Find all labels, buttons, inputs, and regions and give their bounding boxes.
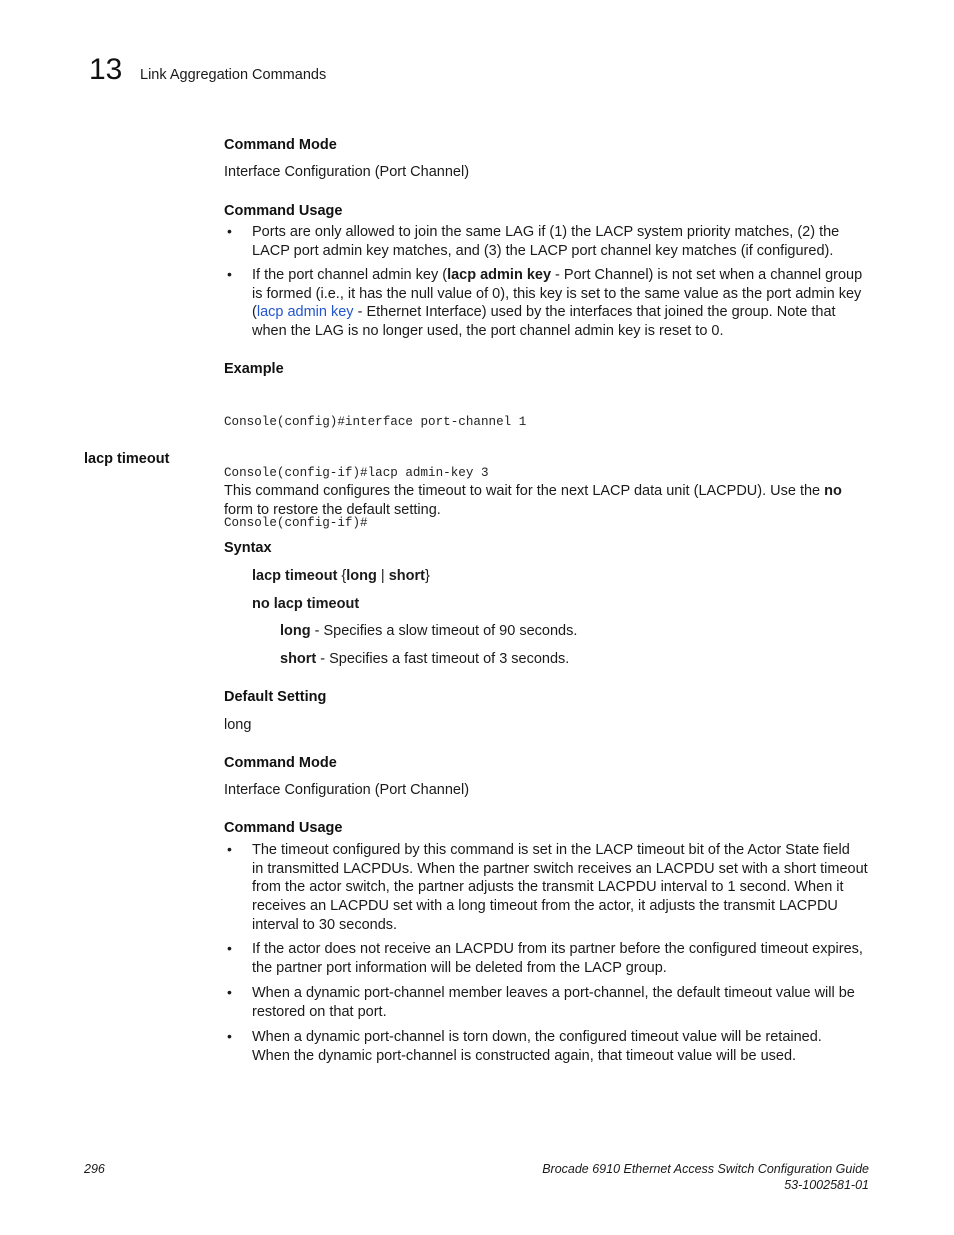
timeout-usage-bullet-2: If the actor does not receive an LACPDU from its partner before the configured timeout expires, the partner port information will be deleted from the LACP group.	[252, 941, 863, 976]
timeout-usage-bullet-1: The timeout configured by this command is set in the LACP timeout bit of the Actor State field in transmitted LACPDUs. When the partner switch receives an LACPDU set with a short timeout from the actor switch, the partner adjusts the transmit LACPDU interval to 1 second. When it receives an LACPDU set with a long timeout from the actor, it adjusts the transmit LACPDU interval to 30 seconds.	[252, 842, 868, 933]
command-usage-heading: Command Usage	[224, 203, 343, 219]
page-number: 296	[84, 1162, 105, 1176]
code-line: Console(config-if)#lacp admin-key 3	[224, 465, 489, 480]
footer-doc-number: 53-1002581-01	[784, 1178, 869, 1192]
command-mode-heading: Command Mode	[224, 755, 337, 771]
usage-bullet-1: Ports are only allowed to join the same LAG if (1) the LACP system priority matches, (2) the LACP port admin key matches, and (3) the LACP port channel key matches (if configured).	[252, 224, 840, 259]
bullet-dot: •	[227, 940, 232, 956]
bullet-dot: •	[227, 841, 232, 857]
code-line: Console(config-if)#	[224, 515, 368, 530]
section-description: This command configures the timeout to wait for the next LACP data unit (LACPDU). Use the no form to restore the default setting.	[224, 483, 842, 518]
timeout-usage-bullet-3: When a dynamic port-channel member leaves a port-channel, the default timeout value will be restored on that port.	[252, 985, 855, 1020]
command-mode-value: Interface Configuration (Port Channel)	[224, 782, 470, 798]
chapter-number: 13	[89, 53, 123, 86]
command-ref: lacp admin key	[447, 267, 552, 283]
command-mode-heading: Command Mode	[224, 137, 337, 153]
timeout-usage-bullet-4: When a dynamic port-channel is torn down, the configured timeout value will be retained. When the dynamic port-channel is constructed again, that timeout value will be used.	[252, 1029, 822, 1064]
no-syntax-command: no lacp timeout	[252, 596, 360, 612]
param-short: short - Specifies a fast timeout of 3 seconds.	[280, 651, 570, 667]
syntax-command: lacp timeout {long | short}	[252, 568, 430, 584]
param-long: long - Specifies a slow timeout of 90 seconds.	[280, 623, 578, 639]
usage-bullet-2: If the port channel admin key (lacp admin key - Port Channel) is not set when a channel group is formed (i.e., it has the null value of 0), this key is set to the same value as the port admin key (lacp admin key - Ethernet Interface) used by the interfaces that joined the group. Note that when the LAG is no longer used, the port channel admin key is reset to 0.	[252, 267, 863, 340]
default-setting-heading: Default Setting	[224, 689, 327, 705]
bullet-dot: •	[227, 984, 232, 1000]
example-heading: Example	[224, 361, 284, 377]
command-mode-value: Interface Configuration (Port Channel)	[224, 164, 470, 180]
bullet-dot: •	[227, 1028, 232, 1044]
chapter-title: Link Aggregation Commands	[140, 67, 327, 83]
bullet-dot: •	[227, 223, 232, 239]
section-title: lacp timeout	[84, 451, 170, 467]
default-setting-value: long	[224, 717, 252, 733]
lacp-admin-key-link[interactable]: lacp admin key	[256, 304, 354, 321]
bullet-dot: •	[227, 266, 232, 282]
command-usage-heading: Command Usage	[224, 820, 343, 836]
example-code	[224, 381, 526, 548]
footer-doc-title: Brocade 6910 Ethernet Access Switch Configuration Guide	[542, 1162, 869, 1176]
syntax-heading: Syntax	[224, 540, 272, 556]
code-line: Console(config)#interface port-channel 1	[224, 415, 527, 430]
